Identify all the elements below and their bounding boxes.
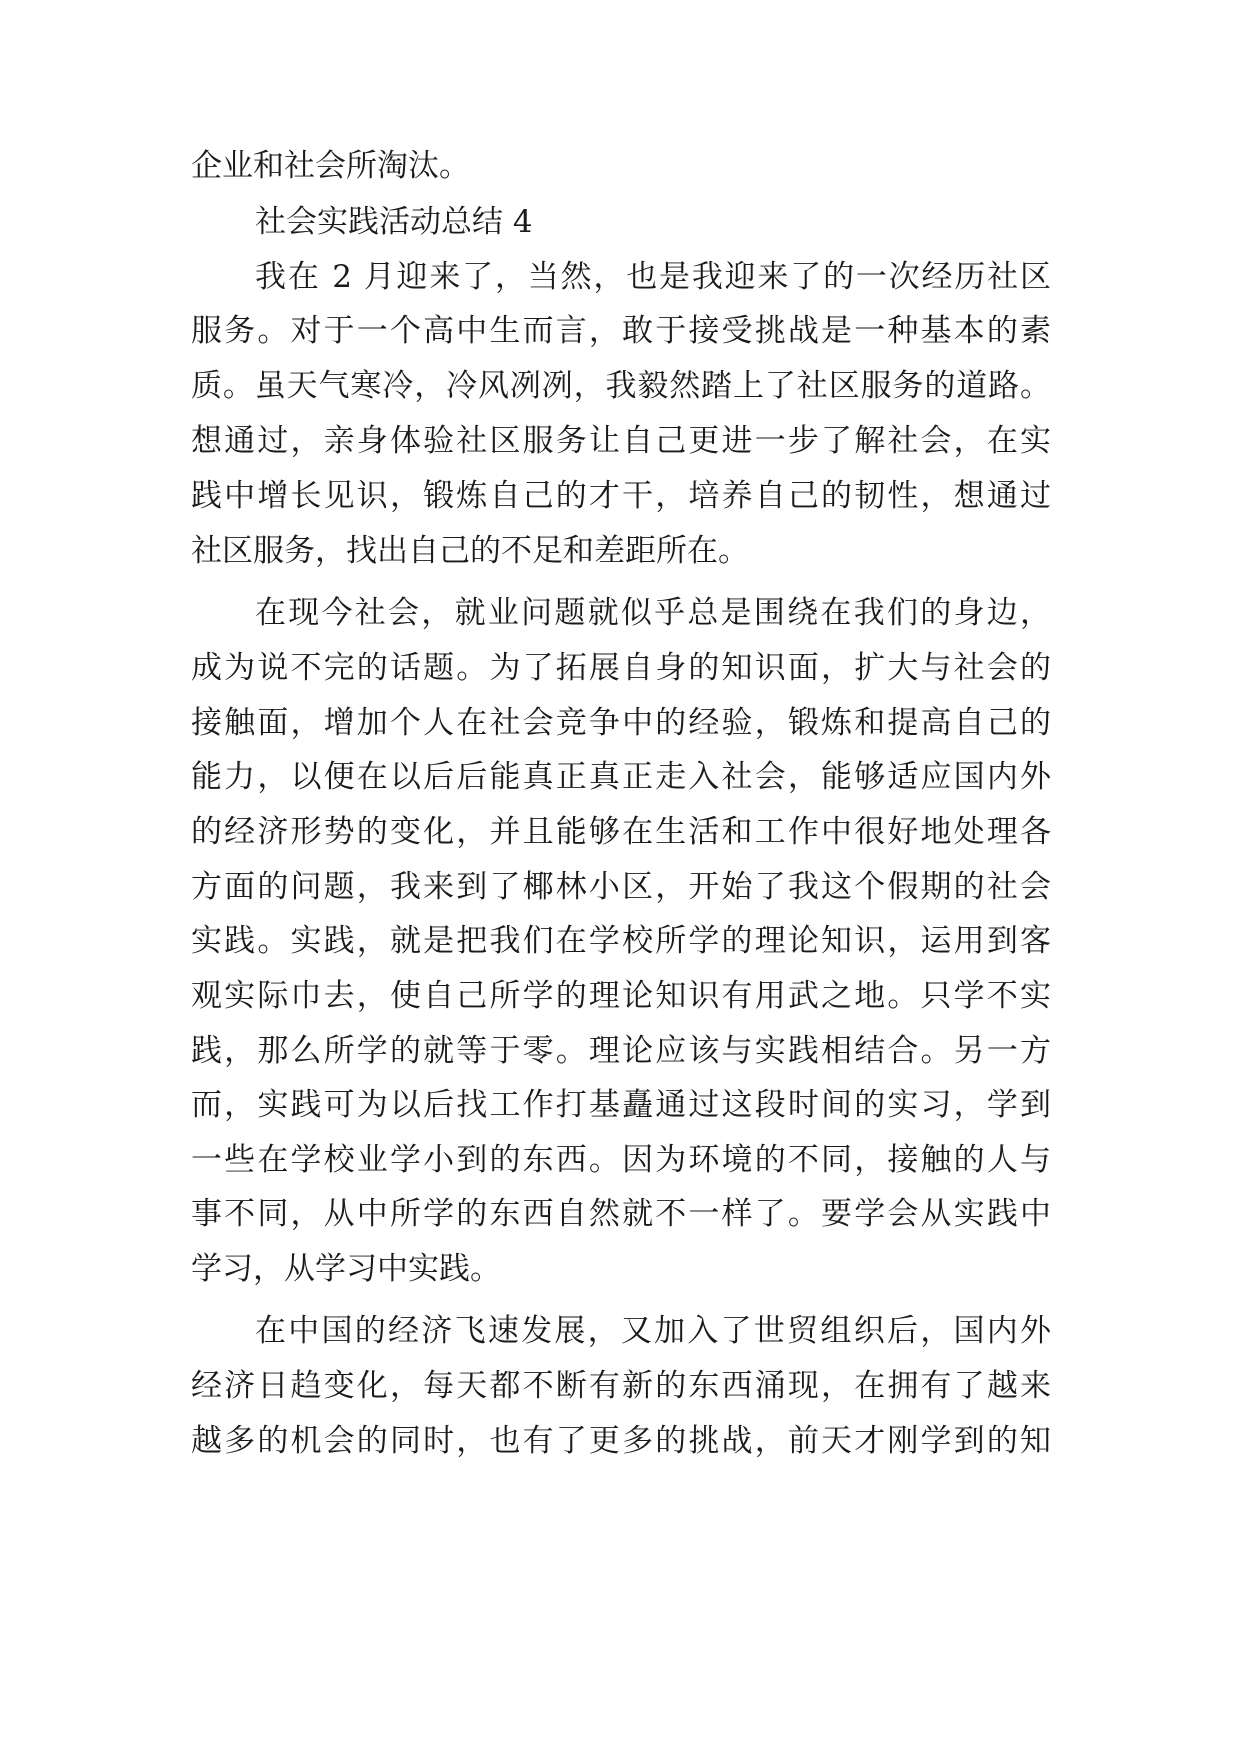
text-line: 而，实践可为以后找工作打基矗通过这段时间的实习，学到 (191, 1087, 1051, 1123)
text-line: 的经济形势的变化，并且能够在生活和工作中很好地处理各 (191, 814, 1051, 850)
text-line: 在现今社会，就业问题就似乎总是围绕在我们的身边， (255, 595, 1051, 631)
text-line: 践中增长见识，锻炼自己的才干，培养自己的韧性，想通过 (191, 478, 1051, 514)
text-line: 践，那么所学的就等于零。理论应该与实践相结合。另一方 (191, 1033, 1051, 1069)
text-line: 实践。实践，就是把我们在学校所学的理论知识，运用到客 (191, 923, 1051, 959)
text-line: 方面的问题，我来到了椰林小区，开始了我这个假期的社会 (191, 869, 1051, 905)
text-line: 经济日趋变化，每天都不断有新的东西涌现，在拥有了越来 (191, 1368, 1051, 1404)
text-line: 学习，从学习中实践。 (191, 1251, 501, 1287)
text-line: 接触面，增加个人在社会竞争中的经验，锻炼和提高自己的 (191, 705, 1051, 741)
text-line: 质。虽天气寒冷，冷风冽冽，我毅然踏上了社区服务的道路。 (191, 368, 1051, 404)
text-line: 服务。对于一个高中生而言，敢于接受挑战是一种基本的素 (191, 313, 1051, 349)
section-heading: 社会实践活动总结 4 (255, 204, 533, 240)
text-line: 想通过，亲身体验社区服务让自己更进一步了解社会，在实 (191, 423, 1051, 459)
text-line: 企业和社会所淘汰。 (191, 148, 470, 184)
text-line: 观实际巾去，使自己所学的理论知识有用武之地。只学不实 (191, 978, 1051, 1014)
text-line: 越多的机会的同时，也有了更多的挑战，前天才刚学到的知 (191, 1423, 1051, 1459)
text-line: 能力，以便在以后后能真正真正走入社会，能够适应国内外 (191, 759, 1051, 795)
text-line: 在中国的经济飞速发展，又加入了世贸组织后，国内外 (255, 1313, 1051, 1349)
text-line: 事不同，从中所学的东西自然就不一样了。要学会从实践中 (191, 1196, 1051, 1232)
text-line: 我在 2 月迎来了，当然，也是我迎来了的一次经历社区 (255, 259, 1051, 295)
text-line: 一些在学校业学小到的东西。因为环境的不同，接触的人与 (191, 1142, 1051, 1178)
text-line: 社区服务，找出自己的不足和差距所在。 (191, 533, 749, 569)
text-line: 成为说不完的话题。为了拓展自身的知识面，扩大与社会的 (191, 650, 1051, 686)
